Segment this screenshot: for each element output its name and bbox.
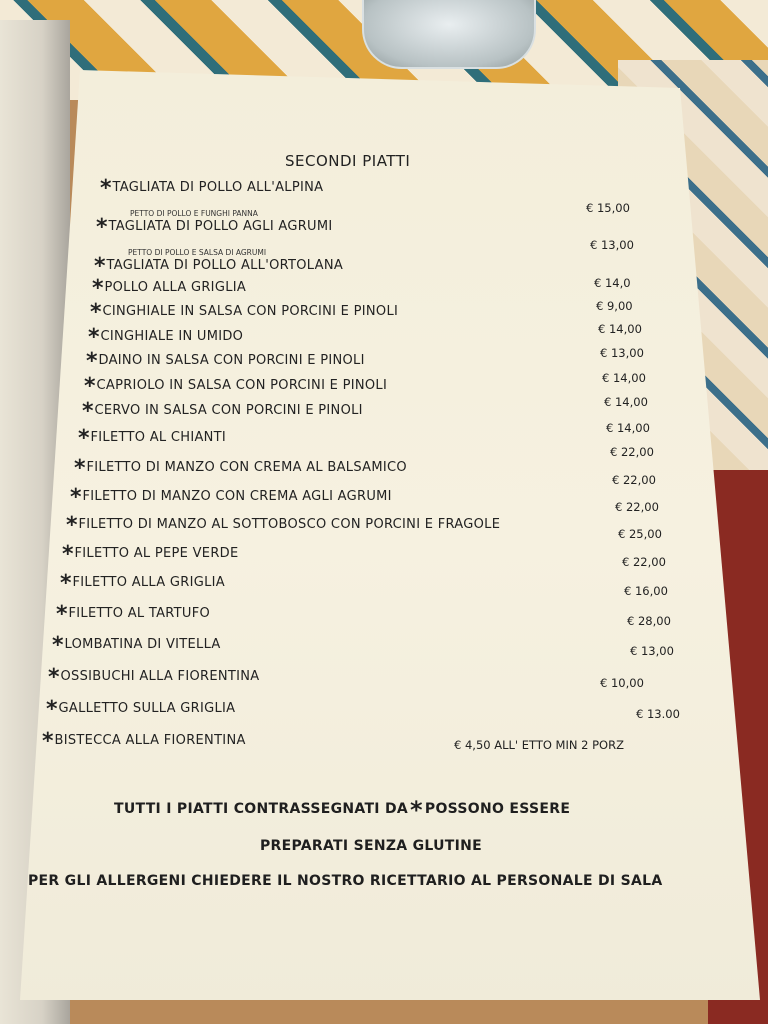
gluten-free-asterisk-icon: * [90, 300, 102, 325]
menu-item-price: € 4,50 ALL' ETTO MIN 2 PORZ [454, 738, 624, 752]
gluten-free-asterisk-icon: * [410, 796, 423, 824]
menu-item-price: € 14,00 [598, 322, 642, 336]
menu-item: *LOMBATINA DI VITELLA [52, 633, 221, 658]
gluten-free-asterisk-icon: * [86, 349, 98, 374]
menu-item: *FILETTO ALLA GRIGLIA [60, 571, 225, 596]
menu-item: *TAGLIATA DI POLLO AGLI AGRUMI [96, 215, 333, 240]
menu-item: *BISTECCA ALLA FIORENTINA [42, 729, 246, 754]
menu-item-price: € 14,00 [606, 421, 650, 435]
menu-item: *TAGLIATA DI POLLO ALL'ALPINA [100, 176, 324, 201]
gluten-free-asterisk-icon: * [84, 374, 96, 399]
gluten-free-asterisk-icon: * [52, 633, 64, 658]
menu-item-price: € 14,00 [602, 371, 646, 385]
menu-item: *OSSIBUCHI ALLA FIORENTINA [48, 665, 260, 690]
menu-item-price: € 14,00 [604, 395, 648, 409]
menu-item-price: € 13,00 [630, 644, 674, 658]
gluten-free-asterisk-icon: * [48, 665, 60, 690]
gluten-free-asterisk-icon: * [82, 399, 94, 424]
gluten-free-asterisk-icon: * [92, 276, 104, 301]
gluten-free-asterisk-icon: * [70, 485, 82, 510]
menu-item-price: € 22,00 [622, 555, 666, 569]
menu-item: *POLLO ALLA GRIGLIA [92, 276, 247, 301]
gluten-free-note: TUTTI I PIATTI CONTRASSEGNATI DA* POSSONO ESSERE [114, 796, 571, 824]
menu-title: SECONDI PIATTI [285, 152, 411, 170]
gluten-free-asterisk-icon: * [94, 254, 106, 279]
menu-item: *TAGLIATA DI POLLO ALL'ORTOLANA [94, 254, 344, 279]
gluten-free-note-2: PREPARATI SENZA GLUTINE [260, 838, 483, 854]
gluten-free-asterisk-icon: * [66, 513, 78, 538]
gluten-free-asterisk-icon: * [60, 571, 72, 596]
allergen-note: PER GLI ALLERGENI CHIEDERE IL NOSTRO RICETTARIO AL PERSONALE DI SALA [28, 873, 663, 889]
menu-item-price: € 22,00 [610, 445, 654, 459]
menu-item-price: € 22,00 [615, 500, 659, 514]
menu-item-price: € 25,00 [618, 527, 662, 541]
menu-item-price: € 10,00 [600, 676, 644, 690]
menu-item: *GALLETTO SULLA GRIGLIA [46, 697, 236, 722]
menu-item-price: € 13.00 [636, 707, 680, 721]
gluten-free-asterisk-icon: * [88, 325, 100, 350]
menu-item-price: € 16,00 [624, 584, 668, 598]
gluten-free-asterisk-icon: * [46, 697, 58, 722]
menu-item: *CERVO IN SALSA CON PORCINI E PINOLI [82, 399, 363, 424]
menu-item: *FILETTO DI MANZO CON CREMA AGLI AGRUMI [70, 485, 392, 510]
menu-item-price: € 28,00 [627, 614, 671, 628]
menu-item-desc: PETTO DI POLLO E SALSA DI AGRUMI [128, 248, 267, 257]
menu-item: *FILETTO AL PEPE VERDE [62, 542, 239, 567]
menu-item-price: € 9,00 [596, 299, 633, 313]
menu-item-price: € 13,00 [600, 346, 644, 360]
gluten-free-asterisk-icon: * [56, 602, 68, 627]
menu-item: *FILETTO AL CHIANTI [78, 426, 227, 451]
menu-item-price: € 14,0 [594, 276, 631, 290]
gluten-free-asterisk-icon: * [100, 176, 112, 201]
menu-item-price: € 15,00 [586, 201, 630, 215]
menu-item: *FILETTO AL TARTUFO [56, 602, 211, 627]
gluten-free-asterisk-icon: * [96, 215, 108, 240]
menu-item-price: € 22,00 [612, 473, 656, 487]
gluten-free-asterisk-icon: * [42, 729, 54, 754]
menu-item: *CINGHIALE IN UMIDO [88, 325, 244, 350]
menu-item: *FILETTO DI MANZO AL SOTTOBOSCO CON PORCINI E FRAGOLE [66, 513, 501, 538]
menu-item: *CINGHIALE IN SALSA CON PORCINI E PINOLI [90, 300, 399, 325]
menu-item: *DAINO IN SALSA CON PORCINI E PINOLI [86, 349, 365, 374]
menu-item: *CAPRIOLO IN SALSA CON PORCINI E PINOLI [84, 374, 388, 399]
gluten-free-asterisk-icon: * [74, 456, 86, 481]
gluten-free-asterisk-icon: * [62, 542, 74, 567]
menu-item-desc: PETTO DI POLLO E FUNGHI PANNA [130, 209, 258, 218]
menu-item: *FILETTO DI MANZO CON CREMA AL BALSAMICO [74, 456, 407, 481]
menu-item-price: € 13,00 [590, 238, 634, 252]
gluten-free-asterisk-icon: * [78, 426, 90, 451]
drinking-glass [362, 0, 536, 69]
